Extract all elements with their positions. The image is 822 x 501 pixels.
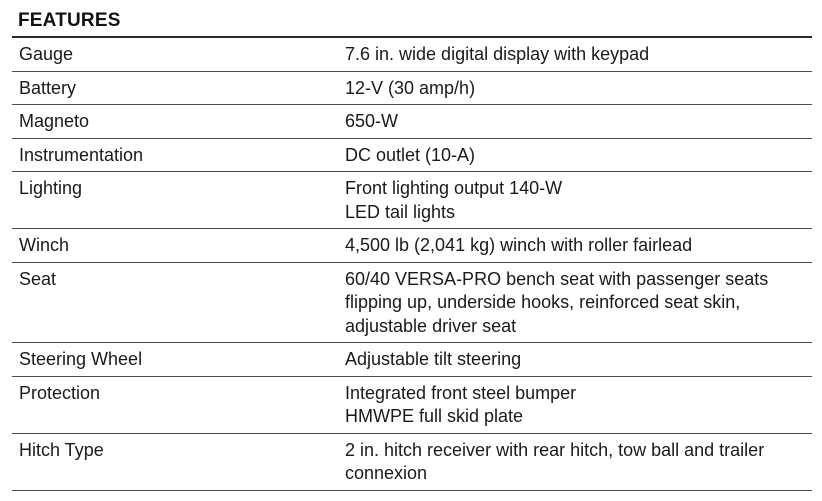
table-row <box>12 343 812 377</box>
feature-label: Seat <box>12 262 345 343</box>
feature-label: Steering Wheel <box>12 343 345 377</box>
table-row <box>12 38 812 71</box>
feature-value <box>345 343 812 377</box>
feature-value <box>345 71 812 105</box>
section-title: FEATURES <box>12 10 812 38</box>
feature-value-line: Front lighting output 140-W <box>345 178 563 198</box>
feature-label: Hitch Type <box>12 433 345 490</box>
feature-label: Gauge <box>12 38 345 71</box>
table-row <box>12 376 812 433</box>
feature-value-line: 2 in. hitch receiver with rear hitch, tow ball and trailer <box>345 439 765 460</box>
features-table <box>12 38 812 491</box>
feature-label: Magneto <box>12 105 345 139</box>
feature-label: Battery <box>12 71 345 105</box>
feature-value <box>345 38 812 71</box>
feature-value-line: 12-V (30 amp/h) <box>345 77 476 98</box>
features-table-body <box>12 38 812 490</box>
feature-label: Protection <box>12 376 345 433</box>
feature-value-line: 7.6 in. wide digital display with keypad <box>345 44 650 64</box>
feature-value <box>345 105 812 139</box>
feature-value <box>345 433 812 490</box>
table-row <box>12 433 812 490</box>
feature-value-line: 650-W <box>345 111 399 131</box>
feature-label: Winch <box>12 229 345 263</box>
feature-value-line: 60/40 VERSA-PRO bench seat with passenger seats <box>345 268 769 289</box>
feature-value <box>345 376 812 433</box>
feature-value <box>345 262 812 343</box>
feature-value-line: flipping up, underside hooks, reinforced seat skin, <box>345 292 741 312</box>
feature-label: Instrumentation <box>12 138 345 172</box>
feature-value-line: LED tail lights <box>345 201 456 222</box>
feature-value-line: DC outlet (10-A) <box>345 144 476 165</box>
feature-value <box>345 172 812 229</box>
feature-value-line: adjustable driver seat <box>345 315 517 336</box>
feature-value <box>345 138 812 172</box>
table-row <box>12 138 812 172</box>
feature-value-line: Adjustable tilt steering <box>345 349 522 369</box>
feature-label: Lighting <box>12 172 345 229</box>
table-row <box>12 229 812 263</box>
feature-value-line: connexion <box>345 463 428 483</box>
feature-value-line: HMWPE full skid plate <box>345 406 524 426</box>
features-sheet <box>12 10 812 491</box>
feature-value-line: Integrated front steel bumper <box>345 382 577 403</box>
table-row <box>12 262 812 343</box>
table-row <box>12 172 812 229</box>
feature-value <box>345 229 812 263</box>
table-row <box>12 71 812 105</box>
table-row <box>12 105 812 139</box>
feature-value-line: 4,500 lb (2,041 kg) winch with roller fairlead <box>345 235 693 255</box>
